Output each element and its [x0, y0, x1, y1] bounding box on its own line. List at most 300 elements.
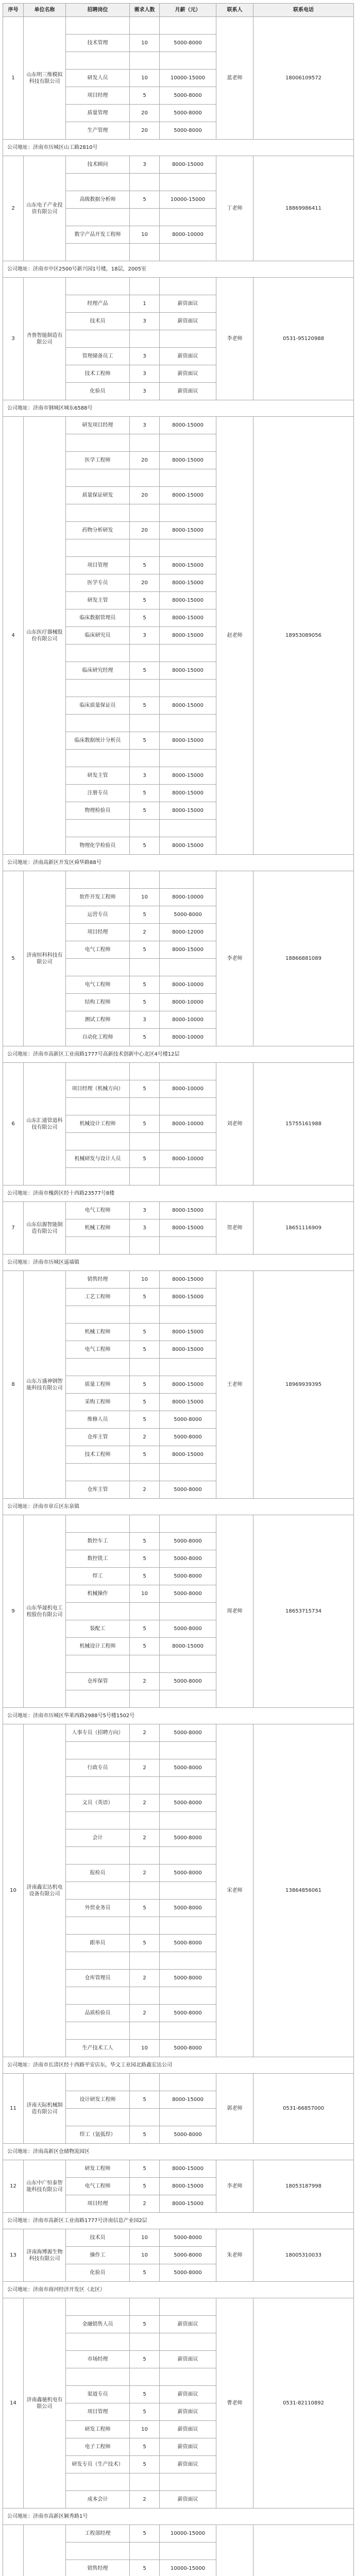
position-cell: 数字产品开发工程师 [66, 226, 130, 244]
address-row [3, 2509, 354, 2525]
contact-phone [253, 2525, 354, 2576]
company-address: 公司地址：济南市钢城区城东6588号 [3, 400, 354, 417]
company-name: 山东万盛神钢智能科技有限公司 [24, 1271, 66, 1499]
position-cell: 金融销售人员 [66, 2316, 130, 2333]
company-address: 公司地址：济南市章丘区东泉镇 [3, 1499, 354, 1515]
salary-cell: 8000-15000 [160, 2160, 216, 2178]
count-cell: 5 [130, 1289, 160, 1306]
table-row [3, 417, 354, 434]
position-cell: 品质检验员 [66, 2005, 130, 2022]
count-cell [130, 434, 160, 452]
count-cell [130, 1063, 160, 1080]
position-cell: 设计研发工程师 [66, 2091, 130, 2109]
salary-cell: 8000-10000 [160, 226, 216, 244]
position-cell [66, 2473, 130, 2491]
company-address: 公司地址：济南市中区2500号新兴园1号楼，18层，2005室 [3, 261, 354, 278]
salary-cell: 8000-15000 [160, 452, 216, 469]
company-name: 济南鑫驰机电有限公司 [24, 2298, 66, 2509]
count-cell: 5 [130, 2160, 160, 2178]
salary-cell: 8000-15000 [160, 767, 216, 785]
count-cell: 5 [130, 1411, 160, 1429]
position-cell: 技术工程师 [66, 1446, 130, 1464]
position-cell [66, 1359, 130, 1376]
salary-cell: 5000-8000 [160, 1673, 216, 1690]
position-cell [66, 820, 130, 837]
salary-cell: 薪资面议 [160, 2351, 216, 2368]
count-cell [130, 2473, 160, 2491]
position-cell: 化验员 [66, 2264, 130, 2282]
salary-cell [160, 871, 216, 889]
salary-cell [160, 1133, 216, 1150]
position-cell [66, 645, 130, 662]
salary-cell [160, 2333, 216, 2351]
position-cell: 销售经理 [66, 1271, 130, 1289]
count-cell [130, 2109, 160, 2126]
position-cell: 质量保证研发 [66, 487, 130, 504]
contact-person: 蓝老师 [216, 17, 253, 140]
address-row [3, 140, 354, 156]
position-cell [66, 434, 130, 452]
count-cell: 5 [130, 2560, 160, 2576]
company-index: 8 [3, 1271, 24, 1499]
salary-cell: 5000-8000 [160, 2040, 216, 2057]
position-cell [66, 1655, 130, 1673]
count-cell: 2 [130, 1673, 160, 1690]
company-index: 1 [3, 17, 24, 140]
count-cell: 10 [130, 2247, 160, 2264]
count-cell [130, 2022, 160, 2040]
count-cell: 5 [130, 1150, 160, 1168]
salary-cell: 薪资面议 [160, 365, 216, 383]
salary-cell: 5000-8000 [160, 1533, 216, 1550]
company-name: 山东明三维模拟科技有限公司 [24, 17, 66, 140]
position-cell [66, 1168, 130, 1185]
contact-person: 赵老师 [216, 417, 253, 855]
position-cell [66, 680, 130, 697]
position-cell: 技术员 [66, 313, 130, 330]
position-cell [66, 715, 130, 732]
count-cell: 5 [130, 994, 160, 1011]
contact-person [216, 2525, 253, 2576]
table-row [3, 278, 354, 295]
count-cell [130, 2368, 160, 2386]
table-row [3, 1271, 354, 1289]
count-cell: 10 [130, 1271, 160, 1289]
count-cell: 20 [130, 487, 160, 504]
position-cell: 机械工程师 [66, 1324, 130, 1341]
salary-cell: 8000-10000 [160, 1011, 216, 1029]
contact-phone: 18053187998 [253, 2160, 354, 2213]
position-cell: 药物分析研发 [66, 522, 130, 539]
header-position: 招聘岗位 [66, 4, 130, 17]
count-cell: 5 [130, 2126, 160, 2144]
count-cell [130, 330, 160, 348]
position-cell: 项目经理（机械方向） [66, 1080, 130, 1098]
header-index: 序号 [3, 4, 24, 17]
position-cell: 采购工程师 [66, 1394, 130, 1411]
salary-cell: 5000-8000 [160, 1829, 216, 1847]
salary-cell: 5000-8000 [160, 2005, 216, 2022]
count-cell: 3 [130, 383, 160, 400]
position-cell: 成本会计 [66, 2491, 130, 2509]
count-cell: 10 [130, 2421, 160, 2438]
count-cell: 5 [130, 2351, 160, 2368]
position-cell: 数控车工 [66, 1533, 130, 1550]
company-name: 山东中广恒泰智能科技有限公司 [24, 2160, 66, 2213]
count-cell: 5 [130, 191, 160, 209]
company-index: 14 [3, 2298, 24, 2509]
company-name: 山东华晟机电工程股份有限公司 [24, 1515, 66, 1708]
count-cell [130, 52, 160, 70]
count-cell: 5 [130, 1638, 160, 1655]
company-address: 公司地址：济南高新区仓储物流园区 [3, 2144, 354, 2160]
salary-cell: 5000-8000 [160, 122, 216, 140]
position-cell: 自动化工程师 [66, 1029, 130, 1046]
table-header-row [3, 4, 354, 17]
salary-cell [160, 1603, 216, 1620]
company-name [24, 2525, 66, 2576]
position-cell [66, 17, 130, 35]
contact-phone: 18006109572 [253, 17, 354, 140]
company-address: 公司地址：济南市历城区华莱西路2988号5号楼1502号 [3, 1708, 354, 1724]
address-row [3, 1499, 354, 1515]
position-cell: 机械设计工程师 [66, 1638, 130, 1655]
position-cell: 销售经理 [66, 2560, 130, 2576]
position-cell: 电气工程师 [66, 976, 130, 994]
company-index: 9 [3, 1515, 24, 1708]
salary-cell [160, 52, 216, 70]
salary-cell: 8000-15000 [160, 1202, 216, 1219]
address-row [3, 1185, 354, 1202]
salary-cell: 8000-15000 [160, 522, 216, 539]
count-cell: 5 [130, 697, 160, 715]
salary-cell [160, 1952, 216, 1970]
position-cell [66, 1882, 130, 1900]
count-cell: 3 [130, 627, 160, 645]
count-cell: 5 [130, 1900, 160, 1917]
count-cell: 2 [130, 1794, 160, 1812]
contact-person: 郭老师 [216, 2074, 253, 2144]
count-cell: 5 [130, 1394, 160, 1411]
salary-cell [160, 750, 216, 767]
count-cell: 10 [130, 2040, 160, 2057]
salary-cell: 8000-15000 [160, 662, 216, 680]
contact-person: 王老师 [216, 1271, 253, 1499]
salary-cell: 8000-15000 [160, 627, 216, 645]
salary-cell: 8000-10000 [160, 1029, 216, 1046]
contact-phone: 0531-82110892 [253, 2298, 354, 2509]
contact-person: 刘老师 [216, 1063, 253, 1185]
position-cell: 装配工 [66, 1620, 130, 1638]
position-cell: 物理检验员 [66, 802, 130, 820]
position-cell: 人事专员（招聘方向） [66, 1724, 130, 1742]
table-row [3, 871, 354, 889]
count-cell: 5 [130, 1550, 160, 1568]
position-cell: 运营专员 [66, 906, 130, 924]
table-row [3, 2298, 354, 2316]
salary-cell [160, 1464, 216, 1481]
salary-cell: 5000-8000 [160, 1865, 216, 1882]
salary-cell: 8000-15000 [160, 941, 216, 959]
position-cell: 电子工程师 [66, 2438, 130, 2456]
address-row [3, 1708, 354, 1724]
count-cell: 5 [130, 1080, 160, 1098]
salary-cell: 薪资面议 [160, 2403, 216, 2421]
company-index: 13 [3, 2229, 24, 2282]
position-cell: 研发主管 [66, 592, 130, 609]
count-cell: 5 [130, 837, 160, 855]
count-cell [130, 1515, 160, 1533]
salary-cell: 薪资面议 [160, 383, 216, 400]
position-cell: 仓库保管 [66, 1673, 130, 1690]
salary-cell: 薪资面议 [160, 2421, 216, 2438]
count-cell: 3 [130, 313, 160, 330]
salary-cell [160, 504, 216, 522]
salary-cell: 5000-8000 [160, 1900, 216, 1917]
position-cell: 技术工程师 [66, 365, 130, 383]
salary-cell: 8000-15000 [160, 1394, 216, 1411]
salary-cell: 8000-15000 [160, 2091, 216, 2109]
position-cell [66, 871, 130, 889]
contact-phone: 15755161988 [253, 1063, 354, 1185]
salary-cell [160, 1237, 216, 1255]
salary-cell: 8000-15000 [160, 1446, 216, 1464]
salary-cell: 10000-15000 [160, 2560, 216, 2576]
count-cell: 5 [130, 1029, 160, 1046]
count-cell: 5 [130, 941, 160, 959]
count-cell: 5 [130, 609, 160, 627]
position-cell [66, 2074, 130, 2091]
salary-cell: 8000-15000 [160, 1271, 216, 1289]
count-cell: 5 [130, 2386, 160, 2403]
salary-cell [160, 1098, 216, 1115]
salary-cell [160, 2074, 216, 2091]
table-row [3, 2525, 354, 2543]
count-cell: 3 [130, 767, 160, 785]
count-cell [130, 209, 160, 226]
company-name: 济南海博源生物科技有限公司 [24, 2229, 66, 2282]
count-cell [130, 1655, 160, 1673]
count-cell [130, 1847, 160, 1865]
salary-cell: 8000-10000 [160, 994, 216, 1011]
salary-cell: 5000-8000 [160, 1724, 216, 1742]
position-cell: 行政专员 [66, 1759, 130, 1777]
salary-cell: 薪资面议 [160, 2456, 216, 2473]
header-phone: 联系电话 [253, 4, 354, 17]
company-address: 公司地址：济南市长清区经十西路平安店东，华文工业园北路鑫宏达公司 [3, 2057, 354, 2074]
count-cell [130, 1306, 160, 1324]
table-row [3, 1724, 354, 1742]
count-cell [130, 469, 160, 487]
position-cell [66, 1847, 130, 1865]
company-index: 6 [3, 1063, 24, 1185]
salary-cell [160, 1306, 216, 1324]
position-cell [66, 2298, 130, 2316]
position-cell: 研发专员（生产技术） [66, 2456, 130, 2473]
position-cell [66, 2109, 130, 2126]
salary-cell: 5000-8000 [160, 1585, 216, 1603]
count-cell [130, 1603, 160, 1620]
position-cell [66, 330, 130, 348]
position-cell [66, 1812, 130, 1829]
address-row [3, 1046, 354, 1063]
salary-cell [160, 1168, 216, 1185]
count-cell: 2 [130, 1481, 160, 1499]
table-row [3, 1063, 354, 1080]
position-cell [66, 174, 130, 191]
company-address: 公司地址：济南市商河经济开发区（北区） [3, 2282, 354, 2298]
count-cell [130, 1812, 160, 1829]
count-cell: 10 [130, 35, 160, 52]
count-cell: 5 [130, 906, 160, 924]
position-cell [66, 2543, 130, 2560]
count-cell: 2 [130, 1865, 160, 1882]
company-address: 公司地址：济南市高新区工业南路1777号济南信息产业园2层 [3, 2213, 354, 2229]
count-cell: 3 [130, 1011, 160, 1029]
salary-cell [160, 1359, 216, 1376]
count-cell [130, 1742, 160, 1759]
contact-person: 朱老师 [216, 2229, 253, 2282]
count-cell [130, 750, 160, 767]
table-row [3, 2229, 354, 2247]
count-cell [130, 1917, 160, 1935]
position-cell: 物理化学检验员 [66, 837, 130, 855]
count-cell [130, 645, 160, 662]
salary-cell [160, 680, 216, 697]
salary-cell: 8000-15000 [160, 2195, 216, 2213]
salary-cell: 5000-8000 [160, 35, 216, 52]
salary-cell: 8000-15000 [160, 1289, 216, 1306]
count-cell [130, 871, 160, 889]
salary-cell: 8000-15000 [160, 1219, 216, 1237]
company-index: 4 [3, 417, 24, 855]
table-row [3, 2160, 354, 2178]
company-name: 齐鲁智能制造有限公司 [24, 278, 66, 400]
position-cell: 电气工程师 [66, 2178, 130, 2195]
position-cell: 临床研究经理 [66, 662, 130, 680]
position-cell [66, 2022, 130, 2040]
salary-cell [160, 1690, 216, 1708]
salary-cell: 8000-15000 [160, 2178, 216, 2195]
position-cell: 研发人员 [66, 70, 130, 87]
salary-cell: 5000-8000 [160, 1794, 216, 1812]
count-cell: 3 [130, 1219, 160, 1237]
count-cell: 2 [130, 1970, 160, 1987]
count-cell [130, 539, 160, 557]
position-cell [66, 209, 130, 226]
salary-cell: 5000-8000 [160, 1429, 216, 1446]
position-cell: 项目管理 [66, 2403, 130, 2421]
job-listing-table [3, 3, 354, 2576]
position-cell [66, 504, 130, 522]
address-row [3, 1255, 354, 1271]
salary-cell: 薪资面议 [160, 2438, 216, 2456]
company-name: 山东汇通管道科技有限公司 [24, 1063, 66, 1185]
count-cell [130, 820, 160, 837]
position-cell [66, 52, 130, 70]
table-row [3, 1202, 354, 1219]
contact-phone: 18866881089 [253, 871, 354, 1046]
count-cell: 20 [130, 522, 160, 539]
count-cell [130, 2074, 160, 2091]
count-cell: 5 [130, 2091, 160, 2109]
salary-cell [160, 2109, 216, 2126]
salary-cell: 8000-10000 [160, 976, 216, 994]
position-cell: 工艺工程师 [66, 1289, 130, 1306]
salary-cell: 8000-15000 [160, 156, 216, 174]
salary-cell [160, 1063, 216, 1080]
salary-cell: 5000-8000 [160, 1970, 216, 1987]
count-cell: 2 [130, 1429, 160, 1446]
header-count: 需求人数 [130, 4, 160, 17]
table-row [3, 1515, 354, 1533]
salary-cell [160, 820, 216, 837]
count-cell [130, 715, 160, 732]
contact-person: 曹老师 [216, 2298, 253, 2509]
count-cell: 2 [130, 2491, 160, 2509]
company-index: 12 [3, 2160, 24, 2213]
salary-cell [160, 1987, 216, 2005]
salary-cell: 薪资面议 [160, 2316, 216, 2333]
count-cell: 2 [130, 1759, 160, 1777]
position-cell: 医学专员 [66, 574, 130, 592]
count-cell [130, 1168, 160, 1185]
address-row [3, 400, 354, 417]
count-cell: 5 [130, 802, 160, 820]
position-cell [66, 1098, 130, 1115]
position-cell: 电气工程师 [66, 1202, 130, 1219]
count-cell [130, 1882, 160, 1900]
count-cell: 5 [130, 2525, 160, 2543]
count-cell: 10 [130, 889, 160, 906]
contact-person: 李老师 [216, 2160, 253, 2213]
count-cell: 5 [130, 976, 160, 994]
salary-cell: 8000-15000 [160, 697, 216, 715]
count-cell: 5 [130, 2438, 160, 2456]
position-cell [66, 1952, 130, 1970]
position-cell: 质量工程师 [66, 1376, 130, 1394]
salary-cell: 薪资面议 [160, 2491, 216, 2509]
position-cell [66, 1464, 130, 1481]
salary-cell [160, 278, 216, 295]
count-cell: 3 [130, 417, 160, 434]
count-cell: 5 [130, 2264, 160, 2282]
position-cell: 机械研发与设计人员 [66, 1150, 130, 1168]
contact-person: 丁老师 [216, 156, 253, 261]
count-cell: 20 [130, 122, 160, 140]
count-cell: 2 [130, 2195, 160, 2213]
count-cell: 5 [130, 2456, 160, 2473]
company-name: 济南鑫宏达机电设备有限公司 [24, 1724, 66, 2057]
count-cell: 10 [130, 2229, 160, 2247]
position-cell: 临床数据统计分析员 [66, 732, 130, 750]
salary-cell: 8000-15000 [160, 1638, 216, 1655]
position-cell [66, 278, 130, 295]
count-cell: 10 [130, 70, 160, 87]
position-cell [66, 539, 130, 557]
salary-cell [160, 959, 216, 976]
salary-cell: 8000-10000 [160, 1115, 216, 1133]
position-cell: 焊工（氩弧焊） [66, 2126, 130, 2144]
position-cell: 临床质量保证员 [66, 697, 130, 715]
position-cell: 仓库主管 [66, 1429, 130, 1446]
position-cell: 仓库主管 [66, 1481, 130, 1499]
salary-cell: 薪资面议 [160, 348, 216, 365]
position-cell: 文员（英语） [66, 1794, 130, 1812]
position-cell [66, 1515, 130, 1533]
salary-cell: 5000-8000 [160, 2247, 216, 2264]
salary-cell [160, 2473, 216, 2491]
